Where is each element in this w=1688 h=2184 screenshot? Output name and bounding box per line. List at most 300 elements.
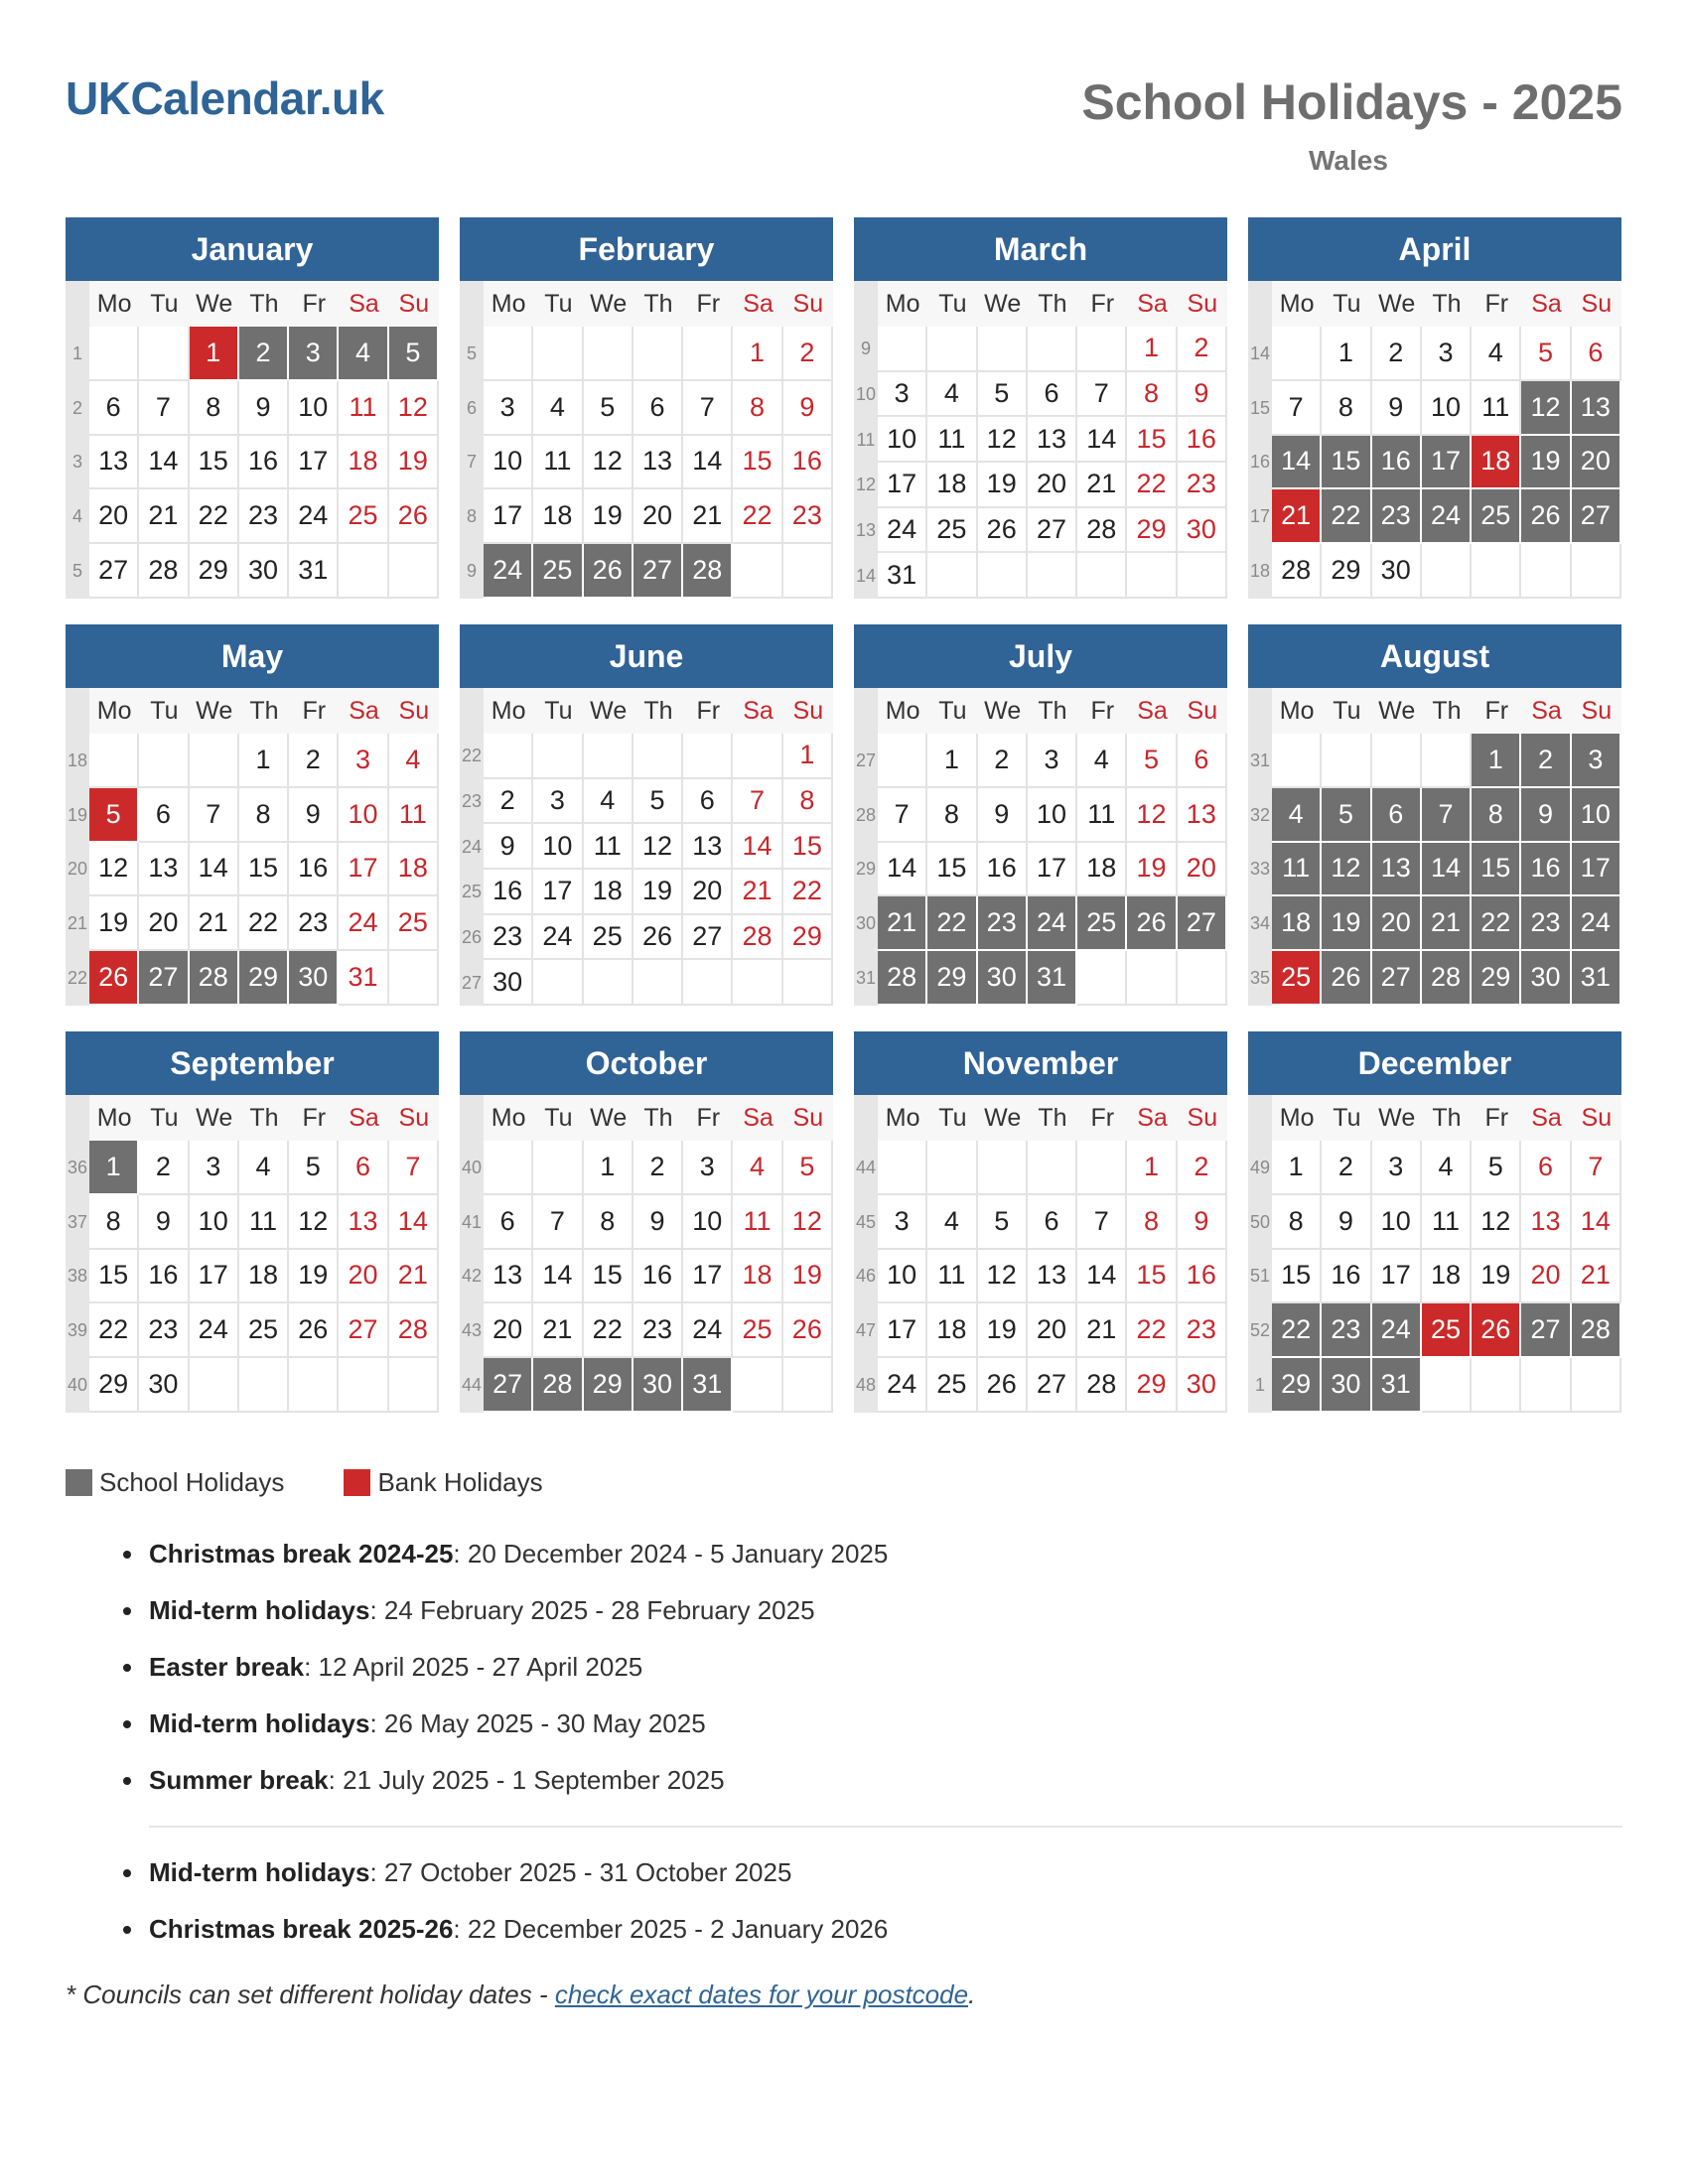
- legend-school-label: School Holidays: [99, 1467, 285, 1497]
- week-number: 14: [854, 553, 878, 599]
- list-item: [149, 1537, 1622, 1593]
- day-name: Tu: [1322, 281, 1371, 327]
- empty-cell: [1372, 734, 1422, 788]
- day-cell: 8: [733, 381, 782, 436]
- week-number: 14: [1248, 327, 1272, 381]
- day-cell: 13: [1521, 1195, 1571, 1250]
- week-number: 51: [1248, 1250, 1272, 1304]
- day-cell: 17: [339, 843, 388, 897]
- day-name: We: [584, 281, 633, 327]
- day-cell: 22: [1272, 1303, 1322, 1358]
- day-cell: 22: [584, 1303, 633, 1358]
- day-name: Su: [1178, 688, 1227, 734]
- day-cell: 30: [1178, 1358, 1227, 1413]
- day-cell: 6: [633, 381, 683, 436]
- day-cell: 10: [878, 417, 927, 463]
- week-number: 6: [460, 381, 484, 436]
- day-name: Fr: [1077, 1095, 1127, 1141]
- day-name: We: [1372, 1095, 1422, 1141]
- day-cell: 29: [1322, 544, 1371, 599]
- day-cell: 5: [89, 788, 139, 843]
- week-row: [1248, 381, 1621, 436]
- day-cell: 15: [733, 436, 782, 490]
- month-august: [1248, 624, 1621, 1006]
- day-name: We: [584, 688, 633, 734]
- empty-cell: [783, 1358, 833, 1413]
- empty-cell: [1178, 951, 1227, 1006]
- day-names-row: [1248, 1095, 1621, 1141]
- week-row: [1248, 1141, 1621, 1195]
- day-cell: 24: [484, 544, 533, 599]
- empty-cell: [1422, 1358, 1472, 1413]
- day-cell: 6: [1521, 1141, 1571, 1195]
- footnote: [66, 1979, 975, 2010]
- empty-cell: [1028, 553, 1077, 599]
- week-row: [460, 1195, 833, 1250]
- day-name: Su: [783, 1095, 833, 1141]
- month-title: May: [66, 624, 439, 688]
- day-name: Sa: [1127, 1095, 1177, 1141]
- day-name: Th: [1028, 281, 1077, 327]
- empty-cell: [733, 544, 782, 599]
- empty-cell: [239, 1358, 289, 1413]
- day-cell: 14: [878, 843, 927, 897]
- week-row: [460, 327, 833, 381]
- day-cell: 19: [1322, 896, 1371, 951]
- week-number: 37: [66, 1195, 89, 1250]
- day-cell: 13: [484, 1250, 533, 1304]
- day-name: Th: [633, 688, 683, 734]
- day-name: Mo: [1272, 688, 1322, 734]
- week-column-header: [460, 688, 484, 734]
- week-number: 1: [1248, 1358, 1272, 1413]
- day-cell: 2: [239, 327, 289, 381]
- postcode-link[interactable]: check exact dates for your postcode: [554, 1979, 969, 2009]
- week-number: 9: [460, 544, 484, 599]
- day-names-row: [460, 688, 833, 734]
- day-cell: 30: [1372, 544, 1422, 599]
- empty-cell: [683, 960, 733, 1006]
- day-cell: 7: [190, 788, 239, 843]
- day-cell: 17: [289, 436, 339, 490]
- day-names-row: [66, 1095, 439, 1141]
- day-cell: 25: [1422, 1303, 1472, 1358]
- day-cell: 5: [1472, 1141, 1521, 1195]
- week-number: 4: [66, 489, 89, 544]
- week-row: [66, 1358, 439, 1413]
- day-cell: 5: [783, 1141, 833, 1195]
- day-cell: 21: [190, 896, 239, 951]
- day-cell: 20: [1028, 1303, 1077, 1358]
- day-name: Tu: [1322, 1095, 1371, 1141]
- day-name: Su: [1572, 688, 1621, 734]
- day-cell: 4: [1472, 327, 1521, 381]
- empty-cell: [190, 1358, 239, 1413]
- week-row: [66, 1303, 439, 1358]
- day-cell: 30: [1322, 1358, 1371, 1413]
- empty-cell: [1572, 544, 1621, 599]
- day-cell: 10: [878, 1250, 927, 1304]
- week-column-header: [460, 1095, 484, 1141]
- week-row: [854, 327, 1227, 372]
- empty-cell: [289, 1358, 339, 1413]
- day-cell: 17: [1422, 436, 1472, 490]
- day-cell: 21: [1077, 1303, 1127, 1358]
- day-cell: 24: [1372, 1303, 1422, 1358]
- day-cell: 8: [783, 779, 833, 825]
- day-cell: 13: [139, 843, 189, 897]
- day-name: Mo: [89, 688, 139, 734]
- day-cell: 11: [1272, 843, 1322, 897]
- day-name: Th: [239, 688, 289, 734]
- week-number: 1: [66, 327, 89, 381]
- empty-cell: [978, 1141, 1028, 1195]
- day-cell: 9: [978, 788, 1028, 843]
- week-row: [460, 436, 833, 490]
- day-cell: 18: [389, 843, 439, 897]
- day-cell: 16: [633, 1250, 683, 1304]
- day-cell: 1: [1127, 1141, 1177, 1195]
- week-number: 27: [854, 734, 878, 788]
- empty-cell: [783, 544, 833, 599]
- day-cell: 9: [289, 788, 339, 843]
- week-row: [854, 896, 1227, 951]
- day-cell: 28: [1077, 508, 1127, 554]
- week-row: [854, 843, 1227, 897]
- day-cell: 13: [1572, 381, 1621, 436]
- day-name: Sa: [1521, 1095, 1571, 1141]
- day-cell: 18: [927, 1303, 977, 1358]
- day-name: We: [190, 281, 239, 327]
- day-cell: 14: [1077, 417, 1127, 463]
- day-cell: 2: [289, 734, 339, 788]
- day-cell: 28: [1572, 1303, 1621, 1358]
- empty-cell: [1422, 734, 1472, 788]
- day-name: Sa: [339, 281, 388, 327]
- day-names-row: [1248, 281, 1621, 327]
- week-column-header: [854, 1095, 878, 1141]
- empty-cell: [533, 734, 583, 779]
- day-cell: 11: [927, 1250, 977, 1304]
- empty-cell: [683, 327, 733, 381]
- day-names-row: [854, 281, 1227, 327]
- week-row: [1248, 788, 1621, 843]
- day-cell: 12: [584, 436, 633, 490]
- day-cell: 23: [978, 896, 1028, 951]
- week-row: [854, 463, 1227, 508]
- day-cell: 4: [239, 1141, 289, 1195]
- week-row: [1248, 489, 1621, 544]
- day-name: Fr: [1077, 281, 1127, 327]
- day-cell: 18: [733, 1250, 782, 1304]
- week-number: 16: [1248, 436, 1272, 490]
- month-september: [66, 1031, 439, 1413]
- day-cell: 11: [1422, 1195, 1472, 1250]
- empty-cell: [89, 734, 139, 788]
- day-cell: 30: [978, 951, 1028, 1006]
- day-cell: 10: [190, 1195, 239, 1250]
- day-cell: 9: [139, 1195, 189, 1250]
- day-cell: 6: [1572, 327, 1621, 381]
- day-cell: 26: [389, 489, 439, 544]
- empty-cell: [1472, 544, 1521, 599]
- day-cell: 9: [484, 824, 533, 870]
- day-cell: 17: [190, 1250, 239, 1304]
- week-row: [66, 544, 439, 599]
- holiday-name: Christmas break 2025-26: [149, 1914, 454, 1944]
- day-names-row: [66, 281, 439, 327]
- day-cell: 11: [927, 417, 977, 463]
- day-cell: 21: [1272, 489, 1322, 544]
- week-number: 41: [460, 1195, 484, 1250]
- day-cell: 29: [1272, 1358, 1322, 1413]
- day-cell: 21: [1422, 896, 1472, 951]
- week-number: 24: [460, 824, 484, 870]
- day-cell: 1: [584, 1141, 633, 1195]
- month-april: [1248, 217, 1621, 599]
- day-cell: 12: [1322, 843, 1371, 897]
- day-cell: 7: [1272, 381, 1322, 436]
- day-cell: 5: [978, 372, 1028, 418]
- day-name: Mo: [878, 1095, 927, 1141]
- day-cell: 24: [289, 489, 339, 544]
- weeks: [460, 327, 833, 599]
- school-holiday-swatch: [66, 1469, 92, 1496]
- day-cell: 26: [1521, 489, 1571, 544]
- empty-cell: [683, 734, 733, 779]
- empty-cell: [190, 734, 239, 788]
- day-cell: 25: [339, 489, 388, 544]
- day-cell: 3: [1372, 1141, 1422, 1195]
- weeks: [854, 1141, 1227, 1413]
- months-grid: [66, 217, 1622, 1413]
- day-cell: 16: [239, 436, 289, 490]
- day-cell: 19: [978, 1303, 1028, 1358]
- day-cell: 14: [1077, 1250, 1127, 1304]
- day-cell: 9: [1178, 1195, 1227, 1250]
- day-name: Fr: [289, 1095, 339, 1141]
- day-name: Sa: [339, 688, 388, 734]
- list-item: [149, 1855, 1622, 1912]
- empty-cell: [733, 960, 782, 1006]
- day-cell: 12: [289, 1195, 339, 1250]
- week-row: [66, 436, 439, 490]
- week-number: 38: [66, 1250, 89, 1304]
- day-cell: 10: [1422, 381, 1472, 436]
- day-name: Sa: [733, 281, 782, 327]
- day-name: Tu: [1322, 688, 1371, 734]
- day-cell: 21: [1077, 463, 1127, 508]
- empty-cell: [139, 327, 189, 381]
- day-cell: 9: [1322, 1195, 1371, 1250]
- site-logo-link[interactable]: UKCalendar.uk: [66, 72, 384, 124]
- day-cell: 22: [1322, 489, 1371, 544]
- week-row: [460, 870, 833, 915]
- day-cell: 23: [1178, 463, 1227, 508]
- day-cell: 19: [633, 870, 683, 915]
- day-cell: 25: [584, 915, 633, 961]
- empty-cell: [484, 1141, 533, 1195]
- day-name: Su: [1572, 1095, 1621, 1141]
- day-cell: 23: [289, 896, 339, 951]
- empty-cell: [733, 1358, 782, 1413]
- day-cell: 4: [533, 381, 583, 436]
- day-name: Tu: [927, 1095, 977, 1141]
- day-name: Tu: [139, 281, 189, 327]
- day-cell: 21: [389, 1250, 439, 1304]
- day-cell: 1: [733, 327, 782, 381]
- day-cell: 15: [89, 1250, 139, 1304]
- day-name: Su: [783, 688, 833, 734]
- day-cell: 3: [190, 1141, 239, 1195]
- day-cell: 8: [190, 381, 239, 436]
- month-march: [854, 217, 1227, 599]
- week-column-header: [1248, 1095, 1272, 1141]
- week-row: [1248, 1250, 1621, 1304]
- day-cell: 2: [1521, 734, 1571, 788]
- day-cell: 5: [633, 779, 683, 825]
- day-name: Tu: [533, 688, 583, 734]
- day-cell: 16: [484, 870, 533, 915]
- empty-cell: [878, 734, 927, 788]
- day-cell: 26: [1322, 951, 1371, 1006]
- day-cell: 18: [533, 489, 583, 544]
- week-number: 31: [1248, 734, 1272, 788]
- day-name: Mo: [89, 281, 139, 327]
- day-name: Th: [1028, 688, 1077, 734]
- week-row: [1248, 1195, 1621, 1250]
- day-cell: 8: [1127, 372, 1177, 418]
- day-cell: 13: [89, 436, 139, 490]
- day-cell: 13: [633, 436, 683, 490]
- day-cell: 19: [783, 1250, 833, 1304]
- day-cell: 12: [633, 824, 683, 870]
- day-cell: 28: [733, 915, 782, 961]
- day-name: Fr: [683, 1095, 733, 1141]
- week-number: 31: [854, 951, 878, 1006]
- day-cell: 10: [484, 436, 533, 490]
- day-cell: 17: [878, 1303, 927, 1358]
- week-number: 15: [1248, 381, 1272, 436]
- day-cell: 21: [878, 896, 927, 951]
- day-cell: 6: [89, 381, 139, 436]
- day-cell: 12: [389, 381, 439, 436]
- week-number: 30: [854, 896, 878, 951]
- day-name: Th: [1028, 1095, 1077, 1141]
- weeks: [854, 734, 1227, 1006]
- empty-cell: [139, 734, 189, 788]
- day-cell: 22: [733, 489, 782, 544]
- day-cell: 5: [584, 381, 633, 436]
- week-row: [854, 1358, 1227, 1413]
- empty-cell: [878, 1141, 927, 1195]
- day-cell: 20: [139, 896, 189, 951]
- empty-cell: [533, 960, 583, 1006]
- day-cell: 19: [89, 896, 139, 951]
- week-row: [460, 381, 833, 436]
- day-cell: 29: [1472, 951, 1521, 1006]
- empty-cell: [1521, 544, 1571, 599]
- day-name: Fr: [1472, 1095, 1521, 1141]
- week-row: [460, 1250, 833, 1304]
- week-row: [854, 788, 1227, 843]
- empty-cell: [1521, 1358, 1571, 1413]
- empty-cell: [633, 734, 683, 779]
- month-title: June: [460, 624, 833, 688]
- week-number: 7: [460, 436, 484, 490]
- day-cell: 2: [1322, 1141, 1371, 1195]
- day-cell: 31: [1572, 951, 1621, 1006]
- week-number: 13: [854, 508, 878, 554]
- day-cell: 28: [1272, 544, 1322, 599]
- footnote-end: .: [968, 1979, 976, 2009]
- day-cell: 2: [978, 734, 1028, 788]
- day-cell: 11: [1472, 381, 1521, 436]
- list-item: [149, 1912, 1622, 1969]
- day-name: Mo: [484, 281, 533, 327]
- day-name: Fr: [683, 281, 733, 327]
- day-cell: 30: [239, 544, 289, 599]
- day-cell: 26: [978, 1358, 1028, 1413]
- day-cell: 31: [683, 1358, 733, 1413]
- day-cell: 26: [978, 508, 1028, 554]
- month-title: July: [854, 624, 1227, 688]
- day-cell: 27: [484, 1358, 533, 1413]
- day-cell: 31: [1028, 951, 1077, 1006]
- day-cell: 25: [1472, 489, 1521, 544]
- day-cell: 23: [1521, 896, 1571, 951]
- day-cell: 15: [190, 436, 239, 490]
- day-cell: 20: [339, 1250, 388, 1304]
- day-cell: 17: [683, 1250, 733, 1304]
- week-row: [66, 896, 439, 951]
- month-title: September: [66, 1031, 439, 1095]
- week-number: 5: [66, 544, 89, 599]
- empty-cell: [389, 1358, 439, 1413]
- day-cell: 28: [533, 1358, 583, 1413]
- day-cell: 15: [1127, 1250, 1177, 1304]
- day-cell: 16: [1372, 436, 1422, 490]
- day-name: We: [978, 688, 1028, 734]
- day-cell: 22: [783, 870, 833, 915]
- day-cell: 3: [878, 372, 927, 418]
- day-name: Sa: [1127, 688, 1177, 734]
- empty-cell: [1472, 1358, 1521, 1413]
- day-cell: 20: [1572, 436, 1621, 490]
- weeks: [854, 327, 1227, 599]
- day-cell: 3: [878, 1195, 927, 1250]
- day-cell: 9: [1372, 381, 1422, 436]
- day-name: Su: [389, 688, 439, 734]
- week-row: [854, 1303, 1227, 1358]
- weeks: [1248, 734, 1621, 1006]
- list-item: [149, 1763, 1622, 1820]
- day-cell: 10: [339, 788, 388, 843]
- day-cell: 6: [139, 788, 189, 843]
- day-cell: 4: [927, 372, 977, 418]
- day-cell: 5: [1127, 734, 1177, 788]
- day-cell: 25: [927, 1358, 977, 1413]
- week-column-header: [854, 281, 878, 327]
- day-cell: 23: [1178, 1303, 1227, 1358]
- week-number: 28: [854, 788, 878, 843]
- day-cell: 9: [239, 381, 289, 436]
- bank-holiday-swatch: [344, 1469, 370, 1496]
- month-january: [66, 217, 439, 599]
- day-cell: 13: [1028, 1250, 1077, 1304]
- week-number: 10: [854, 372, 878, 418]
- week-row: [460, 915, 833, 961]
